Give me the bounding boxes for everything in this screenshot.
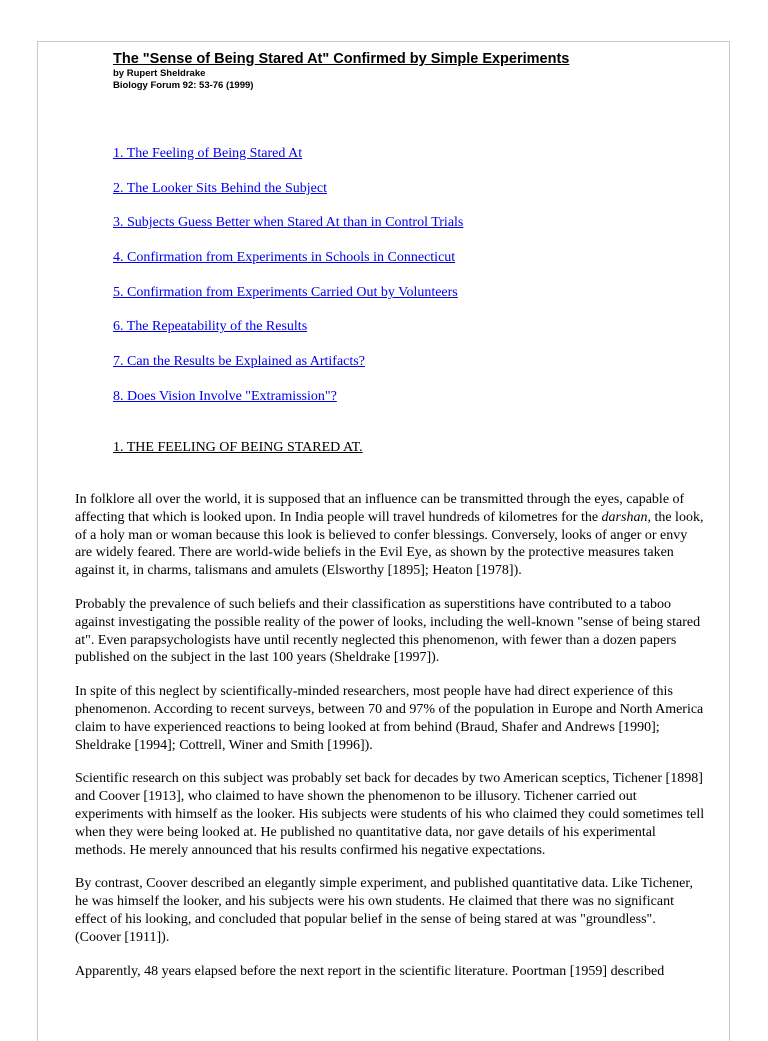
toc-link-2[interactable]: 2. The Looker Sits Behind the Subject: [113, 180, 327, 196]
toc-link-1[interactable]: 1. The Feeling of Being Stared At: [113, 146, 303, 161]
table-of-contents: [113, 146, 463, 424]
paragraph: [75, 491, 705, 580]
toc-link-3[interactable]: 3. Subjects Guess Better when Stared At than in Control Trials: [113, 215, 464, 231]
toc-link-4[interactable]: 4. Confirmation from Experiments in Schools in Connecticut: [113, 250, 456, 266]
section-heading: 1. THE FEELING OF BEING STARED AT.: [113, 440, 363, 455]
paragraph: Apparently, 48 years elapsed before the next report in the scientific literature. Poortman [1959] described: [75, 963, 665, 979]
article-author: by Rupert Sheldrake: [113, 68, 206, 79]
paragraph: By contrast, Coover described an elegantly simple experiment, and published quantitative data. Like Tichener, he was himself the looker, and his subjects were his own students. He claimed that there was no significant effect of his looking, and concluded that popular belief in the sense of being stared at was "groundless". (Coover [1911]).: [75, 876, 693, 945]
paragraph-text: , the look, of a holy man or woman because this look is believed to confer blessings. Conversely, looks of anger or envy are widely feared. There are world-wide beliefs in the Evil Eye, as shown by the protective measures taken against it, in charms, talismans and amulets (Elsworthy [1895]; Heaton [1978]).: [75, 509, 704, 579]
article-header: [113, 51, 569, 92]
paragraph: In spite of this neglect by scientifically-minded researchers, most people have had direct experience of this phenomenon. According to recent surveys, between 70 and 97% of the population in Europe and North America claim to have experienced reactions to being looked at from behind (Braud, Shafer and Andrews [1990]; Sheldrake [1994]; Cottrell, Winer and Smith [1996]).: [75, 684, 704, 753]
emphasis-term: darshan: [601, 509, 648, 525]
toc-link-6[interactable]: 6. The Repeatability of the Results: [113, 319, 308, 335]
toc-link-5[interactable]: 5. Confirmation from Experiments Carried Out by Volunteers: [113, 284, 458, 300]
article-title: The "Sense of Being Stared At" Confirmed by Simple Experiments: [113, 51, 570, 67]
paragraph: Scientific research on this subject was probably set back for decades by two American sceptics, Tichener [1898] and Coover [1913], who claimed to have shown the phenomenon to be illusory. Tichener carried out experiments with himself as the looker. His subjects were students of his who claimed they could sometimes tell when they were being looked at. He published no quantitative data, nor gave details of his experimental methods. He merely announced that his results confirmed his negative expectations.: [75, 771, 705, 858]
toc-link-8[interactable]: 8. Does Vision Involve "Extramission"?: [113, 388, 337, 404]
paragraph: Probably the prevalence of such beliefs and their classification as superstitions have contributed to a taboo against investigating the possible reality of the power of looks, including the well-known "sense of being stared at". Even parapsychologists have until recently neglected this phenomenon, with fewer than a dozen papers published on the subject in the last 100 years (Sheldrake [1997]).: [75, 596, 701, 666]
article-citation: Biology Forum 92: 53-76 (1999): [113, 80, 254, 91]
toc-link-7[interactable]: 7. Can the Results be Explained as Artifacts?: [113, 354, 365, 370]
article-body: [75, 491, 705, 996]
paragraph-text: In folklore all over the world, it is supposed that an influence can be transmitted through the eyes, capable of affecting that which is looked upon. In India people will travel hundreds of kilometres for the: [75, 492, 685, 525]
